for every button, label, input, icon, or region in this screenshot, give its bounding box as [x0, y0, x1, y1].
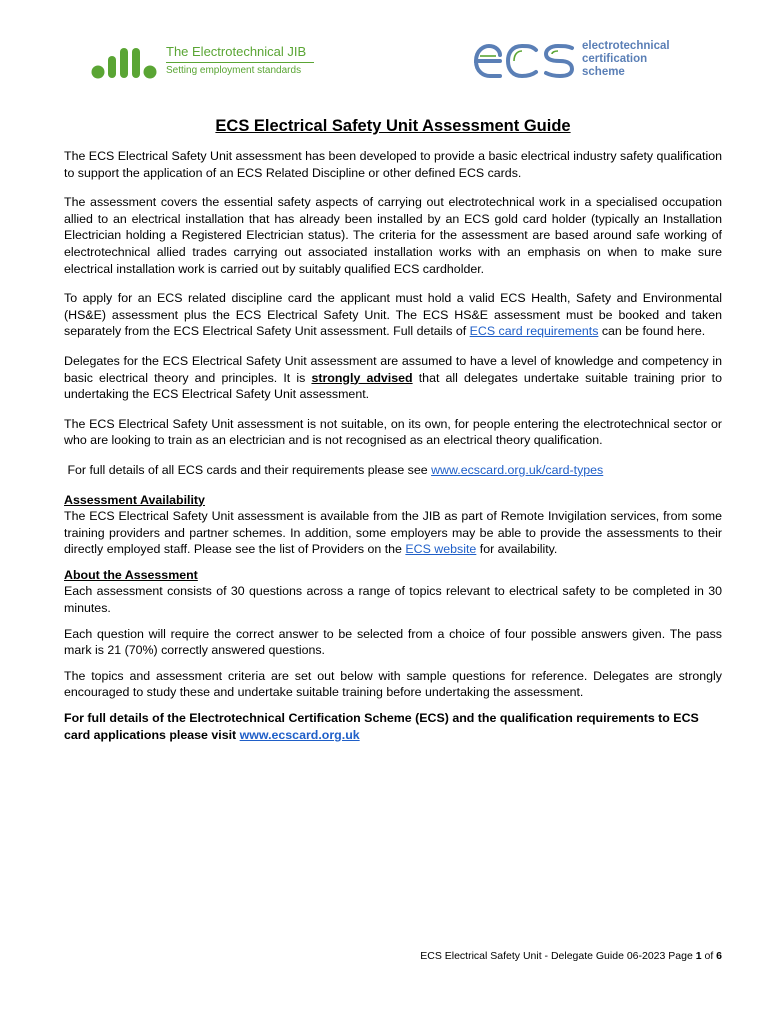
footer-text: ECS Electrical Safety Unit - Delegate Guide 06-2023 Page — [420, 950, 696, 962]
ecs-logo — [470, 40, 700, 84]
apply-paragraph — [64, 290, 722, 340]
card-types-link[interactable]: www.ecscard.org.uk/card-types — [431, 462, 604, 477]
full-details-text: For full details of the Electrotechnical Certification Scheme (ECS) and the qualification requirements to ECS card applications please visit — [64, 711, 699, 742]
delegates-text-a: Delegates for the ECS Electrical Safety Unit assessment are assumed to have a level of knowledge and competency in basic electrical theory and principles. It is — [64, 353, 722, 385]
footer-of: of — [701, 950, 717, 962]
ecs-word-3: scheme — [582, 66, 625, 78]
ecs-wordmark — [582, 40, 670, 79]
jib-name: The Electrotechnical JIB — [166, 44, 307, 59]
availability-heading: Assessment Availability — [64, 492, 205, 507]
topics-paragraph: The topics and assessment criteria are set out below with sample questions for reference. Delegates are strongly encouraged to study these and undertake suitable training before undertaking the assessment. — [64, 668, 722, 700]
document-body — [64, 116, 722, 756]
availability-section — [64, 492, 722, 558]
document-title: ECS Electrical Safety Unit Assessment Guide — [215, 117, 571, 135]
footer-page-total: 6 — [716, 950, 722, 962]
jib-logo — [90, 44, 330, 84]
apply-text-a: To apply for an ECS related discipline card the applicant must hold a valid ECS Health, Safety and Environmental (HS&E) assessment plus the ECS Electrical Safety Unit. The ECS HS&E assessment must be booked and taken separately from the ECS Electrical Safety Unit assessment. Full details of — [64, 291, 722, 339]
intro-paragraph: The ECS Electrical Safety Unit assessment has been developed to provide a basic electrical industry safety qualification to support the application of an ECS Related Discipline or other defined ECS cards. — [64, 149, 722, 180]
suitability-paragraph: The ECS Electrical Safety Unit assessment is not suitable, on its own, for people entering the electrotechnical sector or who are looking to train as an electrician and is not recognised as an electrical theory qualification. — [64, 416, 722, 448]
jib-divider — [166, 62, 314, 63]
about-heading: About the Assessment — [64, 567, 198, 582]
availability-text-a: The ECS Electrical Safety Unit assessment is available from the JIB as part of Remote Invigilation services, from some training providers and partner schemes. In addition, some employers may be able to provide the assessments to their directly employed staff. Please see the list of Providers on the — [64, 509, 722, 557]
ecs-card-requirements-link[interactable]: ECS card requirements — [469, 324, 599, 339]
ecs-mark-icon — [470, 42, 578, 80]
strongly-advised-text: strongly advised — [311, 370, 413, 385]
availability-text-b: for availability. — [476, 542, 558, 557]
scope-paragraph: The assessment covers the essential safety aspects of carrying out electrotechnical work in a specialised occupation allied to an electrical installation that has already been installed by an ECS gold card holder (typically an Installation Electrician holding a Registered Electrician status). The criteria for the assessment are based around safe working of electrotechnical allied trades carrying out associated installation works with an emphasis on when to make sure electrical installation work is carried out by suitably qualified ECS cardholder. — [64, 195, 722, 276]
footer-page-number: 1 — [695, 950, 702, 962]
card-types-paragraph — [64, 462, 722, 479]
full-details-paragraph — [64, 710, 722, 743]
about-section — [64, 567, 722, 617]
apply-text-b: can be found here. — [598, 324, 706, 339]
about-text-1: Each assessment consists of 30 questions across a range of topics relevant to electrical safety to be completed in 30 minutes. — [64, 584, 722, 616]
page-footer — [420, 950, 722, 963]
delegates-paragraph — [64, 353, 722, 403]
ecs-word-2: certification — [582, 53, 648, 65]
card-types-text: For full details of all ECS cards and their requirements please see — [64, 462, 432, 477]
jib-mark-icon — [90, 44, 162, 80]
ecscard-link[interactable]: www.ecscard.org.uk — [239, 727, 360, 742]
ecs-word-1: electrotechnical — [582, 40, 670, 52]
delegates-text-b: that all delegates undertake suitable training prior to undertaking the ECS Electrical Safety Unit assessment. — [64, 370, 723, 402]
jib-tagline: Setting employment standards — [166, 65, 302, 76]
pass-mark-paragraph: Each question will require the correct answer to be selected from a choice of four possible answers given. The pass mark is 21 (70%) correctly answered questions. — [64, 626, 722, 658]
ecs-website-link[interactable]: ECS website — [405, 542, 477, 557]
